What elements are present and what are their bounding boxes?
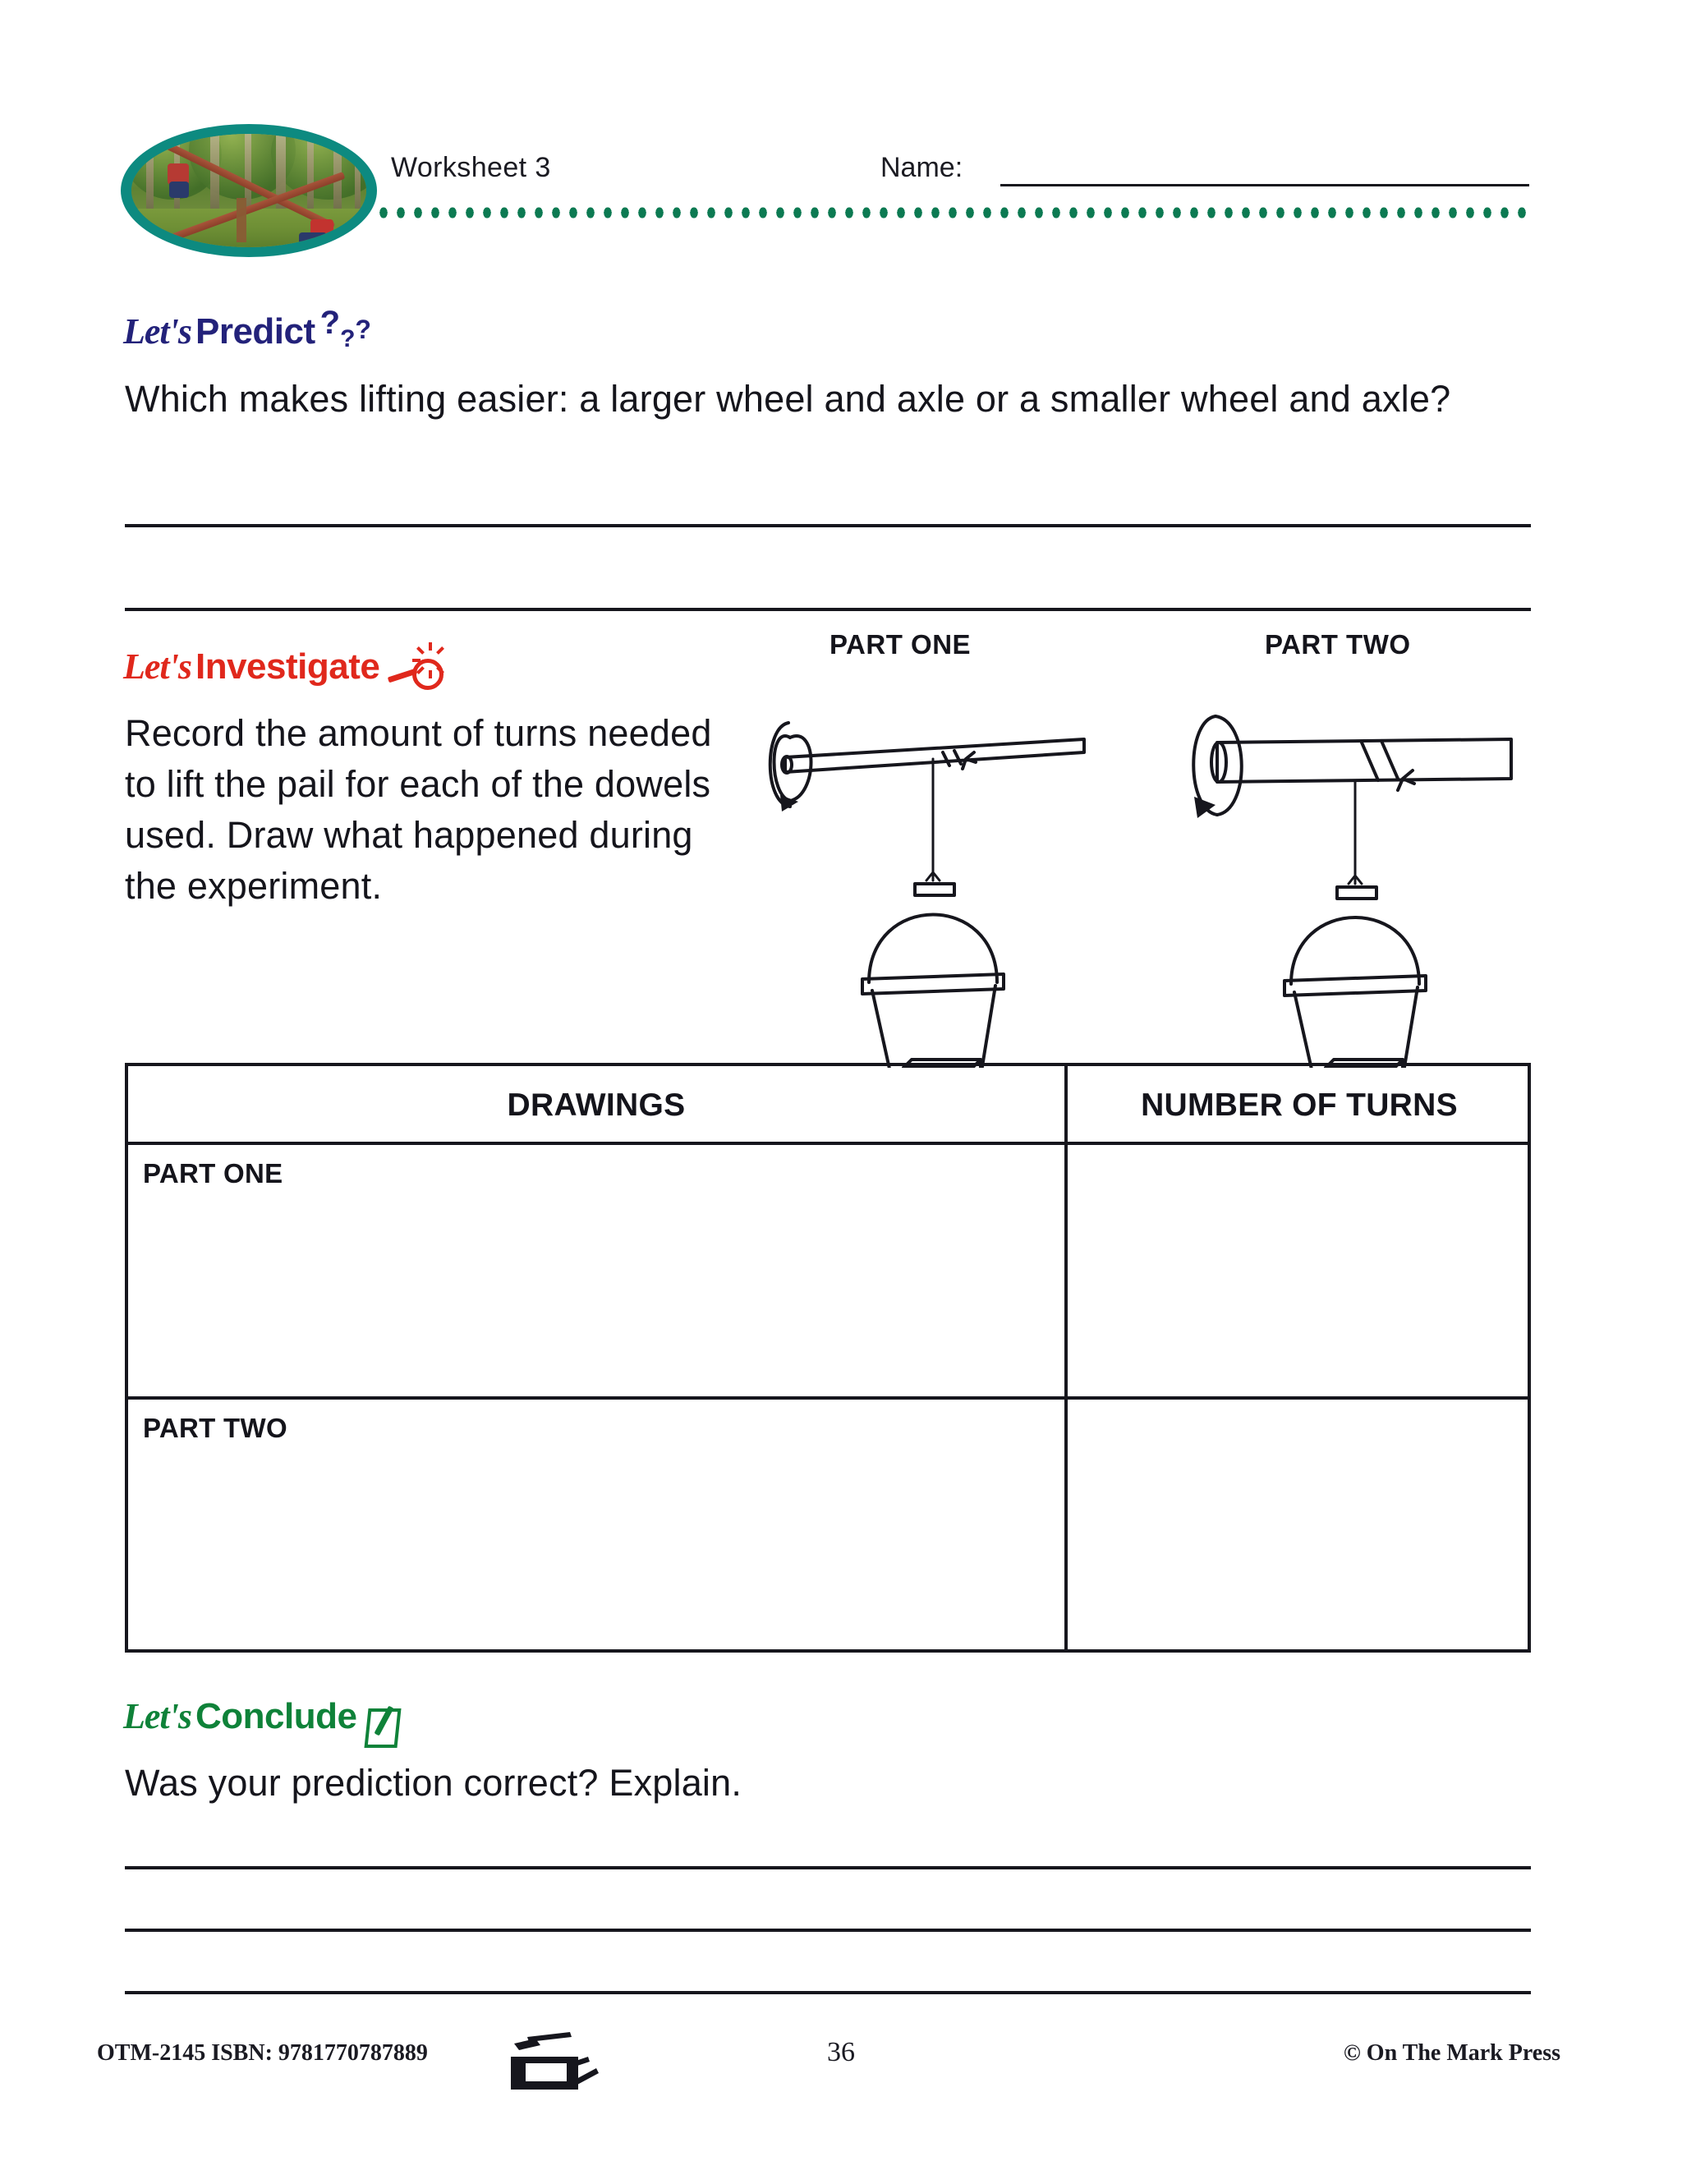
column-header-number-of-turns: NUMBER OF TURNS bbox=[1141, 1087, 1458, 1123]
page-header bbox=[0, 0, 1682, 271]
conclude-heading-plain: Conclude bbox=[195, 1696, 357, 1736]
photo-child-left-legs bbox=[169, 182, 189, 198]
investigate-heading-script: Let's bbox=[123, 646, 191, 687]
table-header-row bbox=[128, 1066, 1528, 1145]
predict-heading-plain: Predict bbox=[195, 311, 315, 352]
worksheet-title: Worksheet 3 bbox=[391, 152, 551, 183]
predict-answer-line-2[interactable] bbox=[125, 608, 1531, 611]
conclude-heading-script: Let's bbox=[123, 1696, 191, 1736]
predict-question: Which makes lifting easier: a larger wheel and axle or a smaller wheel and axle? bbox=[125, 378, 1451, 420]
page-number: 36 bbox=[827, 2037, 855, 2067]
conclude-question: Was your prediction correct? Explain. bbox=[125, 1762, 742, 1804]
question-mark-icon: ??? bbox=[319, 305, 371, 352]
investigate-instructions: Record the amount of turns needed to lift the pail for each of the dowels used. Draw what happened during the experiment. bbox=[125, 712, 712, 907]
footer-copyright: © On The Mark Press bbox=[1343, 2040, 1560, 2066]
section-heading-conclude bbox=[123, 1695, 402, 1745]
diagram-label-part-one: PART ONE bbox=[830, 629, 972, 660]
row-label-part-one: PART ONE bbox=[143, 1158, 283, 1189]
row-label-part-two: PART TWO bbox=[143, 1413, 287, 1443]
sun-magnifier-icon bbox=[388, 653, 447, 691]
predict-heading-script: Let's bbox=[123, 311, 191, 352]
thin-dowel-pail-diagram bbox=[739, 657, 1199, 1068]
name-label: Name: bbox=[880, 152, 963, 183]
page-footer bbox=[0, 2029, 1682, 2094]
investigate-heading-plain: Investigate bbox=[195, 646, 380, 687]
table-row[interactable] bbox=[128, 1400, 1528, 1649]
conclude-answer-line-3[interactable] bbox=[125, 1991, 1531, 1994]
section-heading-investigate bbox=[123, 646, 447, 694]
predict-answer-line-1[interactable] bbox=[125, 524, 1531, 527]
table-row[interactable] bbox=[128, 1145, 1528, 1400]
section-heading-predict bbox=[123, 305, 371, 352]
diagram-label-part-two: PART TWO bbox=[1265, 629, 1411, 660]
conclude-answer-line-2[interactable] bbox=[125, 1929, 1531, 1932]
seesaw-photo bbox=[131, 134, 366, 247]
name-input-line[interactable] bbox=[1000, 184, 1529, 186]
results-table bbox=[125, 1063, 1531, 1653]
thick-dowel-pail-diagram bbox=[1158, 657, 1618, 1068]
header-dotted-divider bbox=[379, 207, 1529, 218]
column-header-drawings: DRAWINGS bbox=[507, 1087, 686, 1123]
notepad-pencil-icon bbox=[365, 1704, 402, 1743]
conclude-answer-line-1[interactable] bbox=[125, 1866, 1531, 1869]
photo-child-right-legs bbox=[299, 232, 327, 246]
seesaw-photo-oval bbox=[122, 125, 376, 256]
footer-isbn: OTM-2145 ISBN: 9781770787889 bbox=[97, 2040, 428, 2066]
